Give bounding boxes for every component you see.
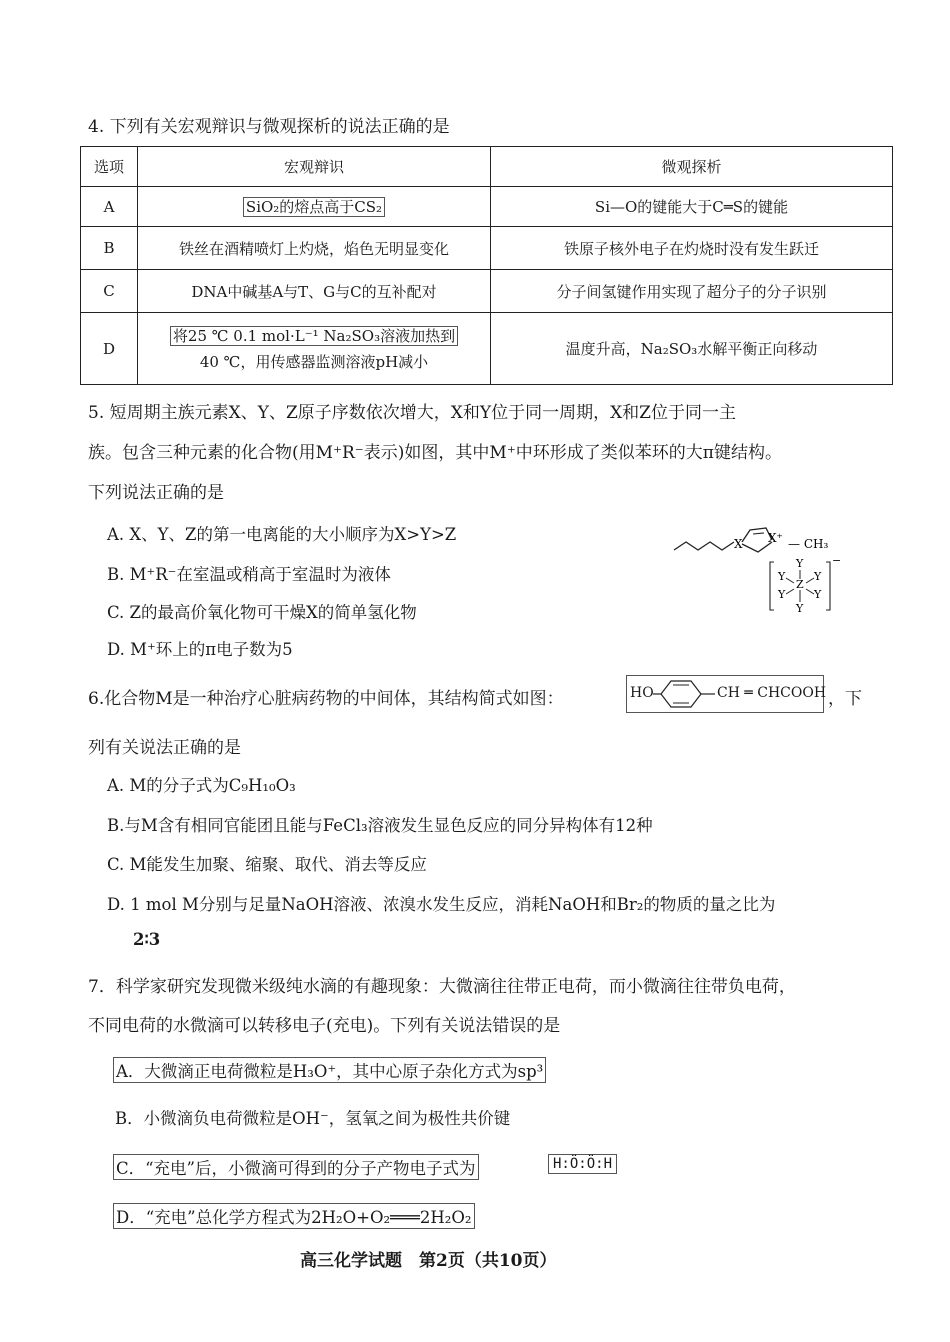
q5-option-c: C. Z的最高价氧化物可干燥X的简单氢化物: [107, 603, 417, 622]
table-row: [81, 270, 893, 313]
header-macro: 宏观辩识: [138, 147, 491, 187]
q4-stem: 4. 下列有关宏观辩识与微观探析的说法正确的是: [88, 117, 450, 137]
benzene-ring-icon: [653, 678, 717, 710]
row-macro: 铁丝在酒精喷灯上灼烧，焰色无明显变化: [138, 227, 491, 270]
label-x-plus: X⁺: [768, 531, 783, 545]
q7-option-d: D．“充电”总化学方程式为2H₂O+O₂═══2H₂O₂: [113, 1203, 475, 1229]
label-charge: −: [832, 554, 842, 567]
bond: [806, 578, 814, 583]
label-z: Z: [796, 578, 804, 591]
table-row: [81, 227, 893, 270]
q6-stem-part2: ，下: [828, 689, 862, 709]
q6-stem-part1: 6.化合物M是一种治疗心脏病药物的中间体，其结构简式如图：: [88, 689, 564, 709]
q4-table: [80, 146, 893, 385]
row-micro: 铁原子核外电子在灼烧时没有发生跃迁: [491, 227, 893, 270]
q6-option-b: B.与M含有相同官能团且能与FeCl₃溶液发生显色反应的同分异构体有12种: [107, 816, 653, 835]
q6-option-d: D. 1 mol M分别与足量NaOH溶液、浓溴水发生反应，消耗NaOH和Br₂的物质的量之比为: [107, 895, 776, 914]
bond: [786, 589, 794, 594]
table-row: [81, 313, 893, 385]
struct-ho: HO: [630, 685, 654, 701]
page-footer: 高三化学试题 第2页（共10页）: [300, 1251, 557, 1271]
q7-stem-line1: 7．科学家研究发现微米级纯水滴的有趣现象：大微滴往往带正电荷，而小微滴往往带负电荷，: [88, 977, 796, 997]
label-y-right-upper: Y: [814, 570, 822, 583]
row-micro: Si—O的键能大于C═S的键能: [491, 187, 893, 227]
row-option: C: [81, 270, 138, 313]
q6-structure-box: [626, 675, 827, 713]
macro-text-line2: 40 ℃，用传感器监测溶液pH减小: [199, 352, 429, 371]
label-y-left-upper: Y: [778, 570, 786, 583]
q5-option-d: D. M⁺环上的π电子数为5: [107, 640, 293, 659]
label-ch3: — CH₃: [788, 537, 829, 551]
header-option: 选项: [81, 147, 138, 187]
q5-structure-diagram: [672, 522, 852, 622]
label-y-bottom: Y: [796, 602, 804, 615]
macro-text: SiO₂的熔点高于CS₂: [243, 197, 385, 217]
q5-stem-line3: 下列说法正确的是: [88, 483, 224, 503]
q6-option-a: A. M的分子式为C₉H₁₀O₃: [107, 776, 296, 795]
row-macro: DNA中碱基A与T、G与C的互补配对: [138, 270, 491, 313]
q7-option-b: B．小微滴负电荷微粒是OH⁻，氢氧之间为极性共价键: [115, 1109, 511, 1128]
bond: [806, 589, 814, 594]
q7-option-c: C．“充电”后，小微滴可得到的分子产物电子式为: [113, 1154, 479, 1180]
table-row: [81, 187, 893, 227]
ring-double-bond: [753, 533, 764, 534]
header-micro: 微观探析: [491, 147, 893, 187]
bond: [786, 578, 794, 583]
q7-stem-line2: 不同电荷的水微滴可以转移电子(充电)。下列有关说法错误的是: [88, 1016, 561, 1036]
alkyl-chain: [674, 542, 734, 550]
label-y-left-lower: Y: [778, 588, 786, 601]
q6-option-d-ratio: 2∶3: [133, 930, 161, 949]
q5-stem-line2: 族。包含三种元素的化合物(用M⁺R⁻表示)如图，其中M⁺中环形成了类似苯环的大π键结构。: [88, 443, 782, 463]
label-y-top: Y: [796, 557, 804, 570]
row-macro: [138, 313, 491, 385]
bracket-right: [826, 562, 830, 610]
q5-option-a: A. X、Y、Z的第一电离能的大小顺序为X>Y>Z: [107, 525, 457, 544]
q7-option-a: A．大微滴正电荷微粒是H₃O⁺，其中心原子杂化方式为sp³: [113, 1057, 546, 1083]
q5-option-b: B. M⁺R⁻在室温或稍高于室温时为液体: [107, 565, 391, 584]
row-macro: [138, 187, 491, 227]
q7-electron-formula: H:Ö:Ö:H: [548, 1154, 617, 1174]
table-header-row: [81, 147, 893, 187]
bracket-left: [770, 562, 774, 610]
q6-stem-line2: 列有关说法正确的是: [88, 738, 241, 758]
q6-option-c: C. M能发生加聚、缩聚、取代、消去等反应: [107, 855, 427, 874]
row-option: D: [81, 313, 138, 385]
label-x: X: [734, 537, 743, 551]
macro-text-line1: 将25 ℃ 0.1 mol·L⁻¹ Na₂SO₃溶液加热到: [170, 326, 458, 346]
row-micro: 分子间氢键作用实现了超分子的分子识别: [491, 270, 893, 313]
label-y-right-lower: Y: [814, 588, 822, 601]
row-option: B: [81, 227, 138, 270]
row-micro: 温度升高，Na₂SO₃水解平衡正向移动: [491, 313, 893, 385]
q5-stem-line1: 5. 短周期主族元素X、Y、Z原子序数依次增大，X和Y位于同一周期，X和Z位于同一主: [88, 403, 736, 423]
struct-tail: CH ═ CHCOOH: [717, 685, 827, 701]
row-option: A: [81, 187, 138, 227]
